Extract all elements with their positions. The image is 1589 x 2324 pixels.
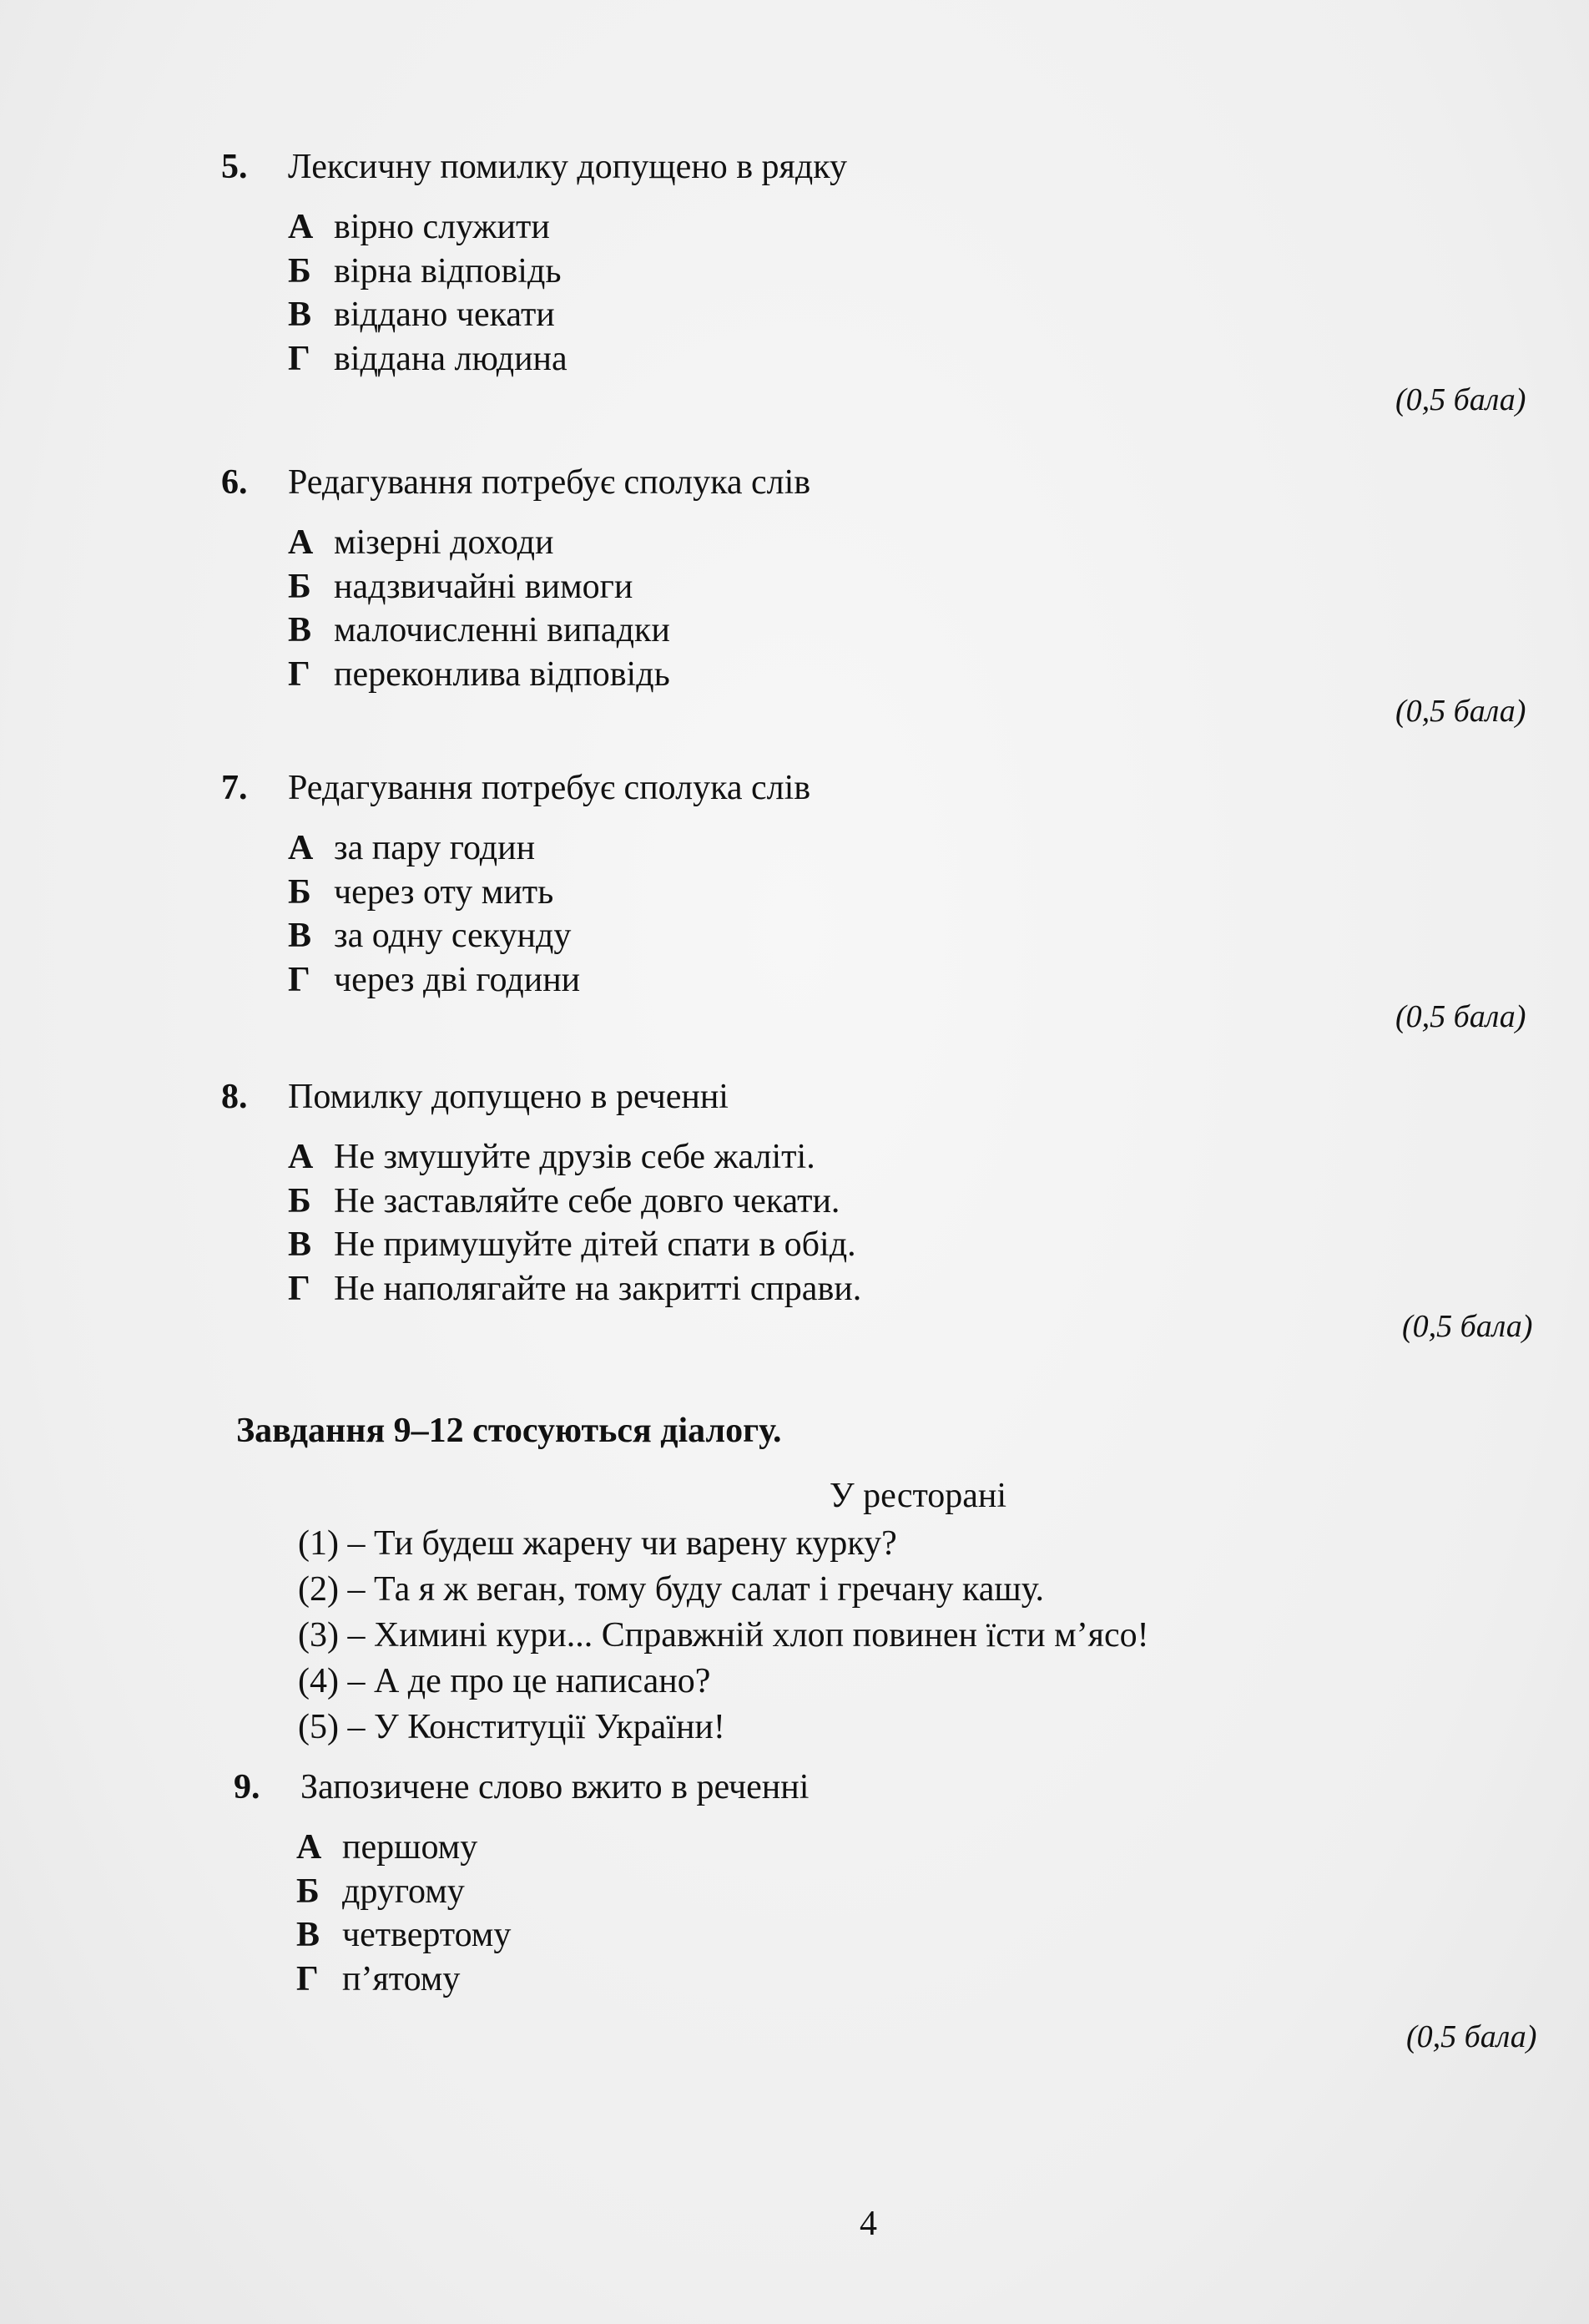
option-letter: Б: [288, 1181, 311, 1220]
option-text: за одну секунду: [334, 917, 572, 955]
dialogue-title: У ресторані: [829, 1477, 1007, 1515]
score-label: (0,5 бала): [1395, 382, 1526, 417]
option-text: другому: [342, 1872, 465, 1911]
option-d: [296, 1958, 809, 2002]
option-letter: В: [288, 611, 312, 649]
score-label: (0,5 бала): [1406, 2019, 1537, 2054]
option-c: [296, 1913, 809, 1958]
option-text: четвертому: [342, 1916, 512, 1954]
question-text: Редагування потребує сполука слів: [288, 769, 811, 807]
option-letter: В: [288, 1225, 312, 1264]
option-text: віддана людина: [334, 339, 568, 378]
option-letter: Б: [288, 872, 311, 912]
option-b: [288, 871, 810, 915]
dialogue-line: (1) – Ти будеш жарену чи варену курку?: [298, 1524, 897, 1563]
option-b: [296, 1870, 809, 1914]
option-c: [288, 1223, 861, 1267]
option-letter: Б: [296, 1872, 320, 1911]
question-text: Запозичене слово вжито в реченні: [300, 1768, 810, 1806]
option-a: [288, 1135, 861, 1180]
option-d: [288, 337, 847, 381]
option-letter: В: [288, 917, 312, 955]
option-text: за пару годин: [334, 829, 536, 867]
option-letter: Г: [288, 960, 310, 999]
option-text: мізерні доходи: [334, 523, 554, 562]
option-text: через оту мить: [334, 872, 554, 912]
dialogue-line: (4) – А де про це написано?: [298, 1662, 711, 1700]
question-8: [221, 1075, 861, 1311]
question-text: Лексичну помилку допущено в рядку: [288, 148, 848, 186]
question-5: [221, 145, 847, 381]
dialogue-line: (3) – Химині кури... Справжній хлоп повинен їсти м’ясо!: [298, 1616, 1149, 1655]
question-text: Помилку допущено в реченні: [288, 1078, 729, 1116]
dialogue: [298, 1521, 1149, 1751]
option-text: малочисленні випадки: [334, 611, 670, 649]
option-a: [288, 521, 810, 565]
question-6: [221, 461, 810, 696]
question-9: [234, 1766, 809, 2001]
option-text: Не заставляйте себе довго чекати.: [334, 1181, 840, 1220]
option-letter: А: [288, 1138, 314, 1176]
option-text: вірно служити: [334, 208, 550, 246]
option-text: першому: [342, 1828, 478, 1867]
option-b: [288, 250, 847, 294]
question-stem: [234, 1766, 809, 1809]
option-letter: А: [288, 208, 314, 246]
question-stem: [221, 145, 847, 189]
question-number: 5.: [221, 148, 248, 186]
option-a: [288, 826, 810, 871]
question-number: 8.: [221, 1078, 248, 1116]
dialogue-line: (2) – Та я ж веган, тому буду салат і гречану кашу.: [298, 1570, 1045, 1609]
option-a: [296, 1826, 809, 1870]
option-letter: Б: [288, 251, 311, 290]
option-text: через дві години: [334, 960, 581, 999]
option-letter: Б: [288, 567, 311, 606]
option-a: [288, 205, 847, 250]
option-d: [288, 653, 810, 697]
option-letter: В: [296, 1916, 320, 1954]
question-stem: [221, 461, 810, 504]
option-text: Не наполягайте на закритті справи.: [334, 1269, 862, 1308]
option-text: п’ятому: [342, 1959, 461, 1998]
option-text: вірна відповідь: [334, 251, 562, 290]
option-letter: Г: [296, 1959, 319, 1998]
question-number: 7.: [221, 769, 248, 807]
option-b: [288, 565, 810, 609]
score-label: (0,5 бала): [1395, 694, 1526, 729]
option-letter: Г: [288, 654, 310, 694]
option-c: [288, 293, 847, 337]
score-label: (0,5 бала): [1402, 1309, 1533, 1344]
question-number: 6.: [221, 463, 248, 502]
option-text: Не примушуйте дітей спати в обід.: [334, 1225, 856, 1264]
option-letter: Г: [288, 1269, 310, 1308]
option-c: [288, 609, 810, 653]
section-header: Завдання 9–12 стосуються діалогу.: [236, 1412, 782, 1450]
option-text: віддано чекати: [334, 296, 555, 334]
question-text: Редагування потребує сполука слів: [288, 463, 811, 502]
question-stem: [221, 766, 810, 810]
option-text: Не змушуйте друзів себе жаліті.: [334, 1138, 815, 1176]
score-label: (0,5 бала): [1395, 999, 1526, 1034]
option-letter: А: [288, 523, 314, 562]
option-d: [288, 1267, 861, 1311]
dialogue-line: (5) – У Конституції України!: [298, 1708, 725, 1746]
option-text: надзвичайні вимоги: [334, 567, 633, 606]
option-letter: А: [288, 829, 314, 867]
option-letter: Г: [288, 339, 310, 378]
question-7: [221, 766, 810, 1002]
option-d: [288, 958, 810, 1003]
question-number: 9.: [234, 1768, 260, 1806]
option-b: [288, 1180, 861, 1224]
option-text: переконлива відповідь: [334, 654, 670, 694]
option-letter: В: [288, 296, 312, 334]
page-number: 4: [860, 2205, 877, 2243]
option-c: [288, 914, 810, 958]
question-stem: [221, 1075, 861, 1119]
option-letter: А: [296, 1828, 322, 1867]
